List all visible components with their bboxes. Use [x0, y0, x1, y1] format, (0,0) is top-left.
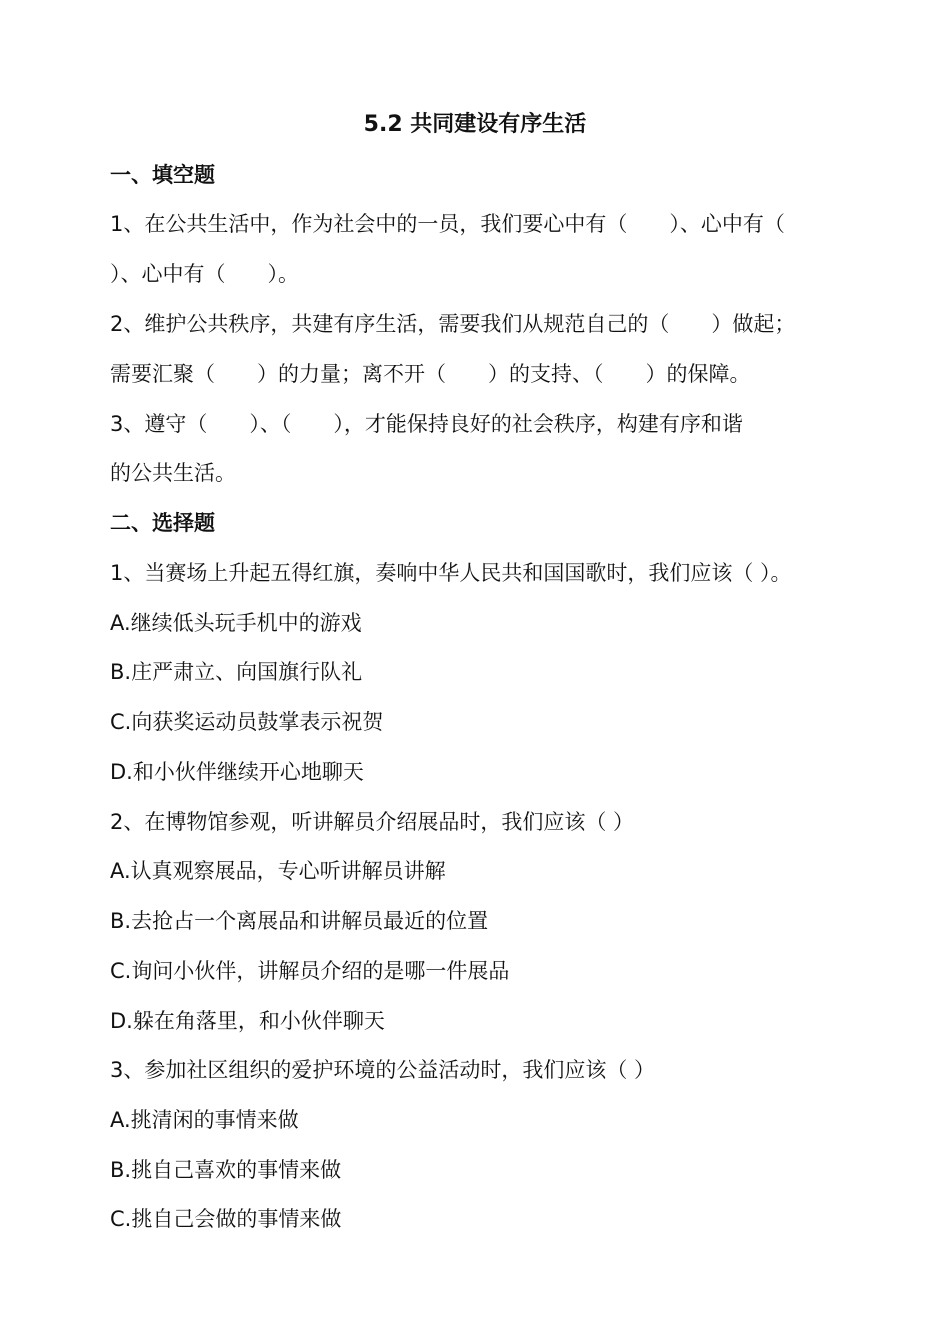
option-line: B.庄严肃立、向国旗行队礼: [110, 660, 363, 684]
text-line: 需要汇聚（ ）的力量；离不开（ ）的支持、（ ）的保障。: [110, 362, 751, 386]
question-line: 2、在博物馆参观，听讲解员介绍展品时，我们应该（ ）: [110, 810, 635, 834]
section-heading-choice: 二、选择题: [110, 511, 215, 535]
option-line: C.询问小伙伴，讲解员介绍的是哪一件展品: [110, 959, 510, 983]
option-line: D.和小伙伴继续开心地聊天: [110, 760, 364, 784]
section-heading-fill-in: 一、填空题: [110, 163, 215, 187]
question-line: 1、当赛场上升起五得红旗，奏响中华人民共和国国歌时，我们应该（ ）。: [110, 561, 792, 585]
option-line: C.向获奖运动员鼓掌表示祝贺: [110, 710, 384, 734]
text-line: 3、遵守（ ）、（ ），才能保持良好的社会秩序，构建有序和谐: [110, 412, 743, 436]
option-line: B.挑自己喜欢的事情来做: [110, 1158, 342, 1182]
text-line: 2、维护公共秩序，共建有序生活，需要我们从规范自己的（ ）做起；: [110, 312, 796, 336]
text-line: ）、心中有（ ）。: [110, 262, 299, 286]
option-line: A.继续低头玩手机中的游戏: [110, 611, 362, 635]
text-line: 的公共生活。: [110, 461, 236, 485]
option-line: B.去抢占一个离展品和讲解员最近的位置: [110, 909, 489, 933]
option-line: A.认真观察展品，专心听讲解员讲解: [110, 859, 446, 883]
option-line: C.挑自己会做的事情来做: [110, 1207, 342, 1231]
option-line: D.躲在角落里，和小伙伴聊天: [110, 1009, 385, 1033]
text-line: 1、在公共生活中，作为社会中的一员，我们要心中有（ ）、心中有（: [110, 212, 785, 236]
question-line: 3、参加社区组织的爱护环境的公益活动时，我们应该（ ）: [110, 1058, 656, 1082]
option-line: A.挑清闲的事情来做: [110, 1108, 299, 1132]
document-title: 5.2 共同建设有序生活: [363, 112, 587, 137]
